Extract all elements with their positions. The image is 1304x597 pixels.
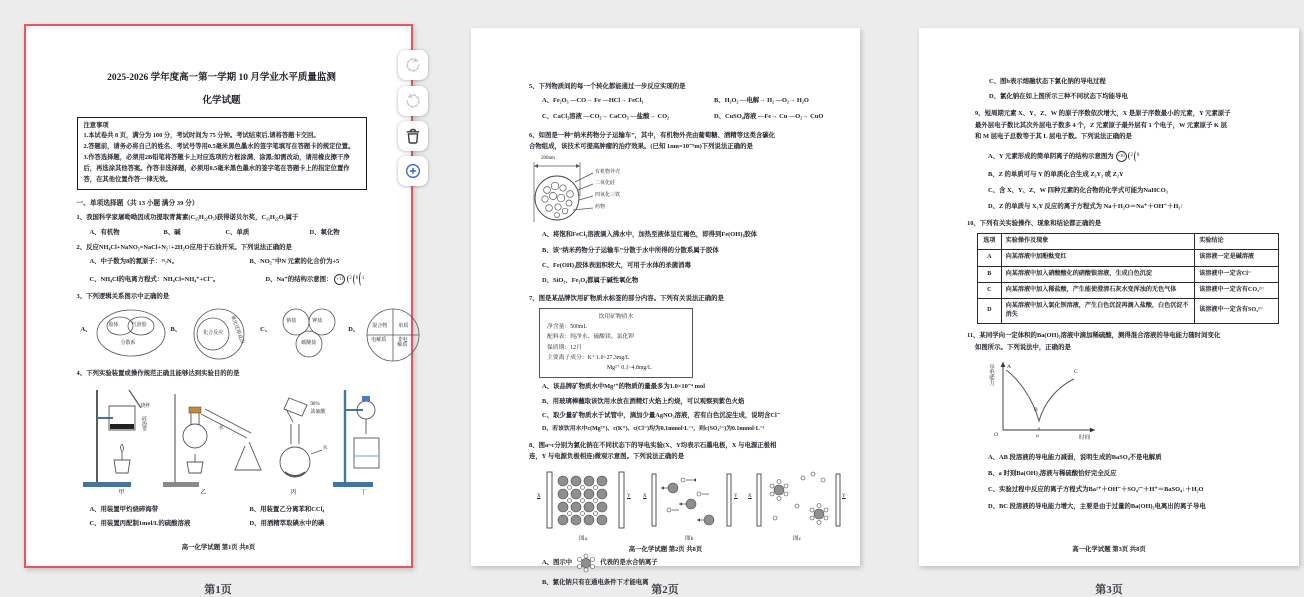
q5-text: 5、下列物质间的每一个转化都能通过一步反应实现的是 <box>529 83 686 90</box>
q7-option-b: B、用玻璃棒蘸取该饮用水放在酒精灯火焰上灼烧，可以观察到紫色火焰 <box>542 397 745 405</box>
rotate-ccw-icon <box>403 55 423 75</box>
q7-option-d: D、若该饮用水中c(Mg²⁺)、c(K⁺)、c(Cl⁻)均为0.1mmol·L⁻¹，则c(SO₄²⁻)为0.1mmol·L⁻¹ <box>542 426 765 433</box>
q9-text-line3: 和 M 层电子总数等于其 L 层电子数。下列说法正确的是 <box>975 133 1132 141</box>
q1-text: 1、我国科学家屠呦呦因成功提取青蒿素(C₁₅H₂₂O₅)获得诺贝尔奖，C₁₅H₂₂O₅属于 <box>76 214 299 222</box>
q9-atom-structure-diagram: +10 2 8 <box>1116 151 1140 162</box>
q5-option-c: C、CaCl₂溶液 —CO₂→ CaCO₃ —盐酸→ CO₂ <box>542 113 669 121</box>
q8-text-line1: 8、图a~c分别为氯化钠在不同状态下的导电实验(X、Y均表示石墨电极，X 与电源正极相 <box>529 441 777 449</box>
page-3-footer: 高一化学试题 第3页 共8页 <box>1072 546 1146 553</box>
q11-text-line1: 11、某同学向一定体积的Ba(OH)₂溶液中滴加稀硫酸，测得混合溶液的导电能力随时间变化 <box>967 332 1221 340</box>
q8-option-a: A、图示中 代表的是水合钠离子 <box>542 553 844 573</box>
q5-option-a: A、Fe₂O₃ —CO→ Fe —HCl→ FeCl₃ <box>542 97 644 105</box>
q2-option-d: D、Na⁺的结构示意图： <box>265 275 333 283</box>
q10-table <box>977 233 1279 324</box>
q11-option-c: C、实验过程中反应的离子方程式为Ba²⁺＋OH⁻＋SO₄²⁻＋H⁺＝BaSO₄↓＋H₂O <box>988 486 1204 494</box>
q10-table-row: B 向某溶液中加入硝酸酸化的硝酸银溶液，生成白色沉淀 该溶液中一定含Cl⁻ <box>978 266 1279 282</box>
exam-title: 2025-2026 学年度高一第一学期 10 月学业水平质量监测 <box>107 72 336 83</box>
q6-nanocar-figure: 200nm 有机物外壳 二氧化硅 四氧化三铁 药物 <box>531 156 671 226</box>
q8-text-line2: 连，Y 与电源负极相连)微观示意图。下列说法正确的是 <box>529 453 685 461</box>
q3-venn-d: 混合物 单质 电解质 非电解质 <box>360 307 426 363</box>
q10-table-row: A 向某溶液中加酚酞变红 该溶液一定是碱溶液 <box>978 250 1279 266</box>
q9-text-line1: 9、短周期元素 X、Y、Z、W 的原子序数依次增大，X 是原子序数最小的元素，Y 元素原子 <box>975 110 1231 118</box>
q3-fig-b-label: B、 <box>170 325 182 333</box>
q9-option-c: C、含 X、Y、Z、W 四种元素的化合物的化学式可能为NaHCO₃ <box>988 187 1168 195</box>
q9-text-line2: 最外层电子数比其次外层电子数多 4 个，Z 元素原子最外层有 1 个电子，W 元素原子 K 层 <box>975 121 1227 129</box>
page-3-thumbnail[interactable] <box>919 28 1299 566</box>
page-1-footer: 高一化学试题 第1页 共8页 <box>181 543 256 551</box>
q10-table-row: C 向某溶液中加入稀盐酸，产生能使澄清石灰水变浑浊的无色气体 该溶液中一定含有CO₃²⁻ <box>978 282 1279 298</box>
exam-subtitle: 化学试题 <box>202 95 241 106</box>
q6-text-line2: 合物组成，该技术可提高肿瘤的治疗效果。(已知 1nm=10⁻⁹m)下列说法正确的是 <box>529 143 753 151</box>
zoom-in-icon <box>403 161 423 181</box>
q9-option-b: B、Z 的单质可与 Y 的单质化合生成 Z₂Y₂ 或 Z₂Y <box>988 170 1124 178</box>
section-heading: 一、单项选择题（共 13 小题 满分 39 分） <box>76 200 199 208</box>
q7-option-c: C、取少量矿物质水于试管中，滴加少量AgNO₃溶液，若有白色沉淀生成，说明含Cl⁻ <box>542 412 781 420</box>
hydrated-ion-icon <box>575 553 597 573</box>
page-3-caption: 第3页 <box>1095 584 1123 596</box>
q3-fig-d-label: D、 <box>348 325 360 333</box>
q9-option-d: D、Z 的单质与 X₂Y 反应的离子方程式为 Na＋H₂O＝Na⁺＋OH⁻＋H₂↑ <box>988 203 1184 211</box>
q11-text-line2: 如图所示。下列说法中，正确的是 <box>975 343 1071 351</box>
notice-box <box>77 117 367 191</box>
q1-options <box>90 228 367 237</box>
zoom-in-button[interactable] <box>398 156 428 186</box>
q9-option-a: A、Y 元素形成的简单阴离子的结构示意图为 +10 2 8 <box>988 151 1279 162</box>
delete-page-button[interactable] <box>398 121 428 151</box>
q10-text: 10、下列有关实验操作、现象和结论都正确的是 <box>967 219 1102 227</box>
q1-option-d: D、氧化物 <box>309 228 340 236</box>
q8-option-b: B、氯化钠只有在通电条件下才能电离 <box>542 578 649 586</box>
q8-conductivity-figure: X Y X Y X Y 图a 图b 图c <box>531 466 847 548</box>
q11-conductivity-graph: 导电能力 A B C O a 时间 <box>981 356 1121 448</box>
q11-option-d: D、BC 段溶液的导电能力增大，主要是由于过量的Ba(OH)₂电离出的离子导电 <box>988 502 1206 510</box>
page-2-caption: 第2页 <box>651 584 679 596</box>
q2-option-b: B、NO₂⁻中N 元素的化合价为+5 <box>249 257 340 265</box>
trash-icon <box>403 126 423 146</box>
q5-option-b: B、H₂O₂ —电解→ H₂ —O₂→ H₂O <box>714 97 809 105</box>
rotate-ccw-button[interactable] <box>398 50 428 80</box>
q4-apparatus-figure: 烧杯 碎海带 水 98% 浓硫酸 水 甲 乙 丙 丁 <box>83 382 383 500</box>
q3-venn-a: 胶体 气溶胶 分散系 <box>93 307 169 361</box>
q5-option-d: D、CuSO₄溶液 —Fe→ Cu —O₂→ CuO <box>714 113 824 121</box>
rotate-cw-button[interactable] <box>398 86 428 116</box>
q7-water-label-box: 饮用矿物质水 净含量：500mL 配料表：纯净水、硫酸镁、氯化钾 保质期：12月 主要离子成分：K⁺ 1.0~27.3mg/L Mg²⁺ 0.1~4.8mg/L <box>539 308 693 378</box>
q1-option-b: B、碱 <box>163 228 181 236</box>
q11-option-b: B、a 时刻Ba(OH)₂溶液与稀硫酸恰好完全反应 <box>988 470 1117 478</box>
q7-text: 7、图是某品牌饮用矿物质水标签的部分内容。下列有关说法正确的是 <box>529 294 724 302</box>
q4-option-c: C、用装置丙配制1mol/L的硫酸溶液 <box>89 519 191 527</box>
q3-fig-c-label: C、 <box>260 325 272 333</box>
q3-venn-b: 化合反应 氧化还原反应 <box>182 307 258 361</box>
q8-option-c: C、图b表示熔融状态下氯化钠的导电过程 <box>989 77 1106 85</box>
q4-option-a: A、用装置甲灼烧碎海带 <box>89 505 159 513</box>
q3-venn-c: 钠盐 钾盐 碳酸盐 <box>272 307 346 361</box>
q4-option-d: D、用酒精萃取碘水中的碘 <box>249 519 325 527</box>
rotate-cw-icon <box>403 91 423 111</box>
page-1-thumbnail[interactable] <box>29 29 409 564</box>
q2-option-c: C、NH₄Cl的电离方程式：NH₄Cl=NH₄⁺+Cl⁻。 <box>89 275 220 283</box>
q3-text: 3、下列逻辑关系图示中正确的是 <box>76 293 170 301</box>
q8-option-d: D、氯化钠在如上图所示三种不同状态下均能导电 <box>989 92 1128 100</box>
q2-option-a: A、中子数为8的氮原子：¹⁵₇N。 <box>89 257 178 265</box>
q6-option-d: D、SiO₂、Fe₃O₄都属于碱性氧化物 <box>542 277 639 285</box>
page-2-thumbnail[interactable] <box>471 28 860 586</box>
q2-atom-structure-diagram: +11 2 8 1 <box>334 272 364 286</box>
page-1-caption: 第1页 <box>204 584 232 596</box>
q10-table-row: D 向某溶液中加入氯化钡溶液，产生白色沉淀再滴入盐酸，白色沉淀不消失 该溶液中一定含有SO₄²⁻ <box>978 298 1279 323</box>
q6-option-c: C、Fe(OH)₃胶体表面积较大，可用于水体的杀菌消毒 <box>542 261 691 269</box>
q3-fig-a-label: A、 <box>80 325 92 333</box>
q6-text-line1: 6、如图是一种“纳米药物分子运输车”，其中，有机物外壳由葡萄糖、酒精等这类含碳化 <box>529 131 776 139</box>
q6-option-b: B、该“纳米药物分子运输车”分散于水中所得的分散系属于胶体 <box>542 246 719 254</box>
q1-option-c: C、单质 <box>225 228 250 236</box>
notice-item-3: 3.作答选择题，必须用2B铅笔将答题卡上对应选项的方框涂满、涂黑;如需改动，请用橡皮擦干净后，再选涂其他答案。作答非选择题，必须用0.5毫米黑色墨水的签字笔在答题卡上的指定位置作答，在其他位置作答一律无效。 <box>83 153 350 183</box>
q10-table-header: 选项 实验操作及现象 实验结论 <box>978 234 1279 250</box>
q11-option-a: A、AB 段溶液的导电能力减弱，说明生成的BaSO₄不是电解质 <box>988 453 1162 461</box>
page-2-footer: 高一化学试题 第2页 共8页 <box>628 546 703 553</box>
q2-text: 2、反应NH₄Cl+NaNO₂=NaCl+N₂↑+2H₂O应用于石油开采。下列说法正确的是 <box>76 243 292 251</box>
q4-text: 4、下列实验装置或操作规范正确且能够达到实验目的的是 <box>76 369 240 377</box>
notice-title: 注意事项 <box>83 121 109 129</box>
q6-option-a: A、将饱和FeCl₃溶液滴入沸水中，加热至液体呈红褐色，即得到Fe(OH)₃胶体 <box>542 231 758 239</box>
notice-item-1: 1.本试卷共 8 页，满分为 100 分，考试时间为 75 分钟。考试结束后,请将答题卡交回。 <box>83 132 320 140</box>
q1-option-a: A、有机物 <box>89 228 120 236</box>
selected-page-border <box>24 24 413 568</box>
notice-item-2: 2.答题前，请务必将自己的姓名、考试号等用0.5毫米黑色墨水的签字笔填写在答题卡的规定位置。 <box>83 143 355 151</box>
q4-option-b: B、用装置乙分离苯和CCl₄ <box>249 505 325 513</box>
q7-option-a: A、该品牌矿物质水中Mg²⁺的物质的量最多为1.0×10⁻⁴ mol <box>542 383 705 391</box>
